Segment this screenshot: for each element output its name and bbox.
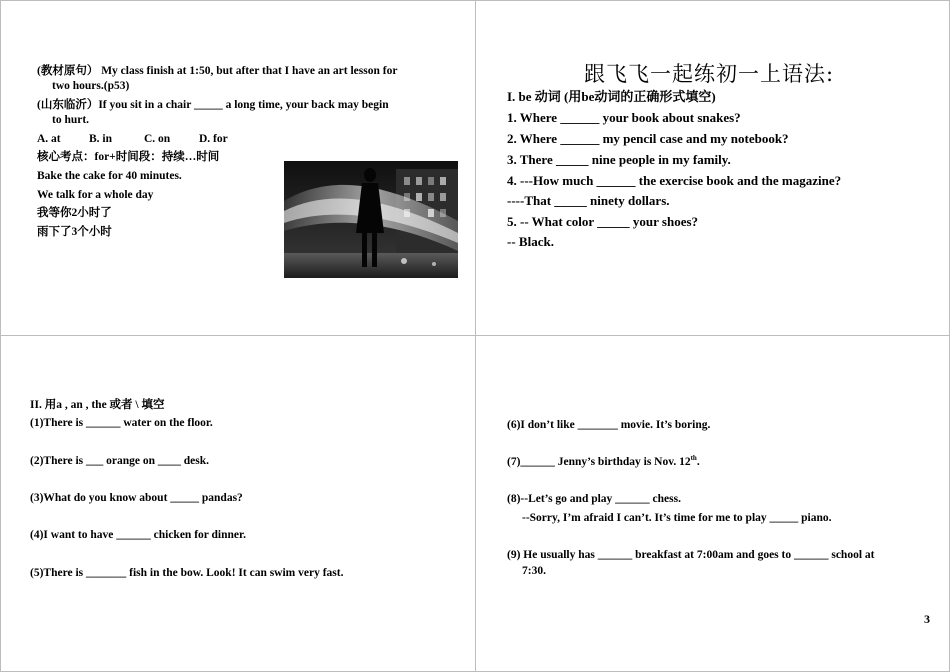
be-verb-item-5: 5. -- What color _____ your shoes? bbox=[507, 214, 699, 229]
article-item-2: (2)There is ___ orange on ____ desk. bbox=[30, 455, 209, 467]
q1-example-2: We talk for a whole day bbox=[37, 189, 154, 201]
q1-line-2: two hours.(p53) bbox=[52, 80, 130, 92]
article-item-5: (5)There is _______ fish in the bow. Look! It can swim very fast. bbox=[30, 567, 344, 579]
q1-option-a: A. at bbox=[37, 133, 61, 145]
article-item-6: (6)I don’t like _______ movie. It’s boring. bbox=[507, 419, 711, 431]
section-i-heading: I. be 动词 (用be动词的正确形式填空) bbox=[507, 89, 716, 104]
grammar-practice-title: 跟飞飞一起练初一上语法: bbox=[584, 62, 835, 86]
article-item-1: (1)There is ______ water on the floor. bbox=[30, 417, 213, 429]
section-ii-heading: II. 用a , an , the 或者 \ 填空 bbox=[30, 399, 165, 411]
q1-line-4: to hurt. bbox=[52, 114, 90, 126]
q1-option-d: D. for bbox=[199, 133, 228, 145]
be-verb-item-5-reply: -- Black. bbox=[507, 234, 554, 249]
be-verb-item-4-reply: ----That _____ ninety dollars. bbox=[507, 193, 670, 208]
horizontal-divider bbox=[0, 335, 950, 336]
be-verb-item-1: 1. Where ______ your book about snakes? bbox=[507, 110, 741, 125]
article-item-4: (4)I want to have ______ chicken for dinner. bbox=[30, 529, 246, 541]
article-item-9-cont: 7:30. bbox=[522, 565, 546, 577]
article-item-8: (8)--Let’s go and play ______ chess. bbox=[507, 493, 681, 505]
night-street-photo bbox=[284, 161, 458, 278]
q1-line-1: (教材原句） My class finish at 1:50, but after that I have an art lesson for bbox=[37, 65, 398, 77]
page-number: 3 bbox=[924, 612, 930, 626]
article-item-9: (9) He usually has ______ breakfast at 7:00am and goes to ______ school at bbox=[507, 549, 875, 561]
q1-line-3: (山东临沂）If you sit in a chair _____ a long time, your back may begin bbox=[37, 99, 389, 111]
q1-option-c: C. on bbox=[144, 133, 171, 145]
be-verb-item-3: 3. There _____ nine people in my family. bbox=[507, 152, 731, 167]
photo-illustration bbox=[284, 161, 458, 278]
article-item-3: (3)What do you know about _____ pandas? bbox=[30, 492, 243, 504]
article-item-7 bbox=[507, 455, 700, 469]
article-item-7-superscript: th bbox=[690, 454, 697, 463]
vertical-divider bbox=[475, 0, 476, 672]
article-item-8-reply: --Sorry, I’m afraid I can’t. It’s time for me to play _____ piano. bbox=[522, 512, 832, 524]
article-item-7-text: (7)______ Jenny’s birthday is Nov. 12 bbox=[507, 456, 691, 468]
article-item-7-end: . bbox=[696, 456, 700, 468]
q1-option-b: B. in bbox=[89, 133, 113, 145]
q1-example-1: Bake the cake for 40 minutes. bbox=[37, 170, 182, 182]
q1-example-3: 我等你2小时了 bbox=[37, 207, 112, 219]
q1-key-point: 核心考点：for+时间段：持续…时间 bbox=[37, 151, 220, 163]
be-verb-item-2: 2. Where ______ my pencil case and my notebook? bbox=[507, 131, 789, 146]
q1-example-4: 雨下了3个小时 bbox=[37, 226, 112, 238]
be-verb-item-4: 4. ---How much ______ the exercise book and the magazine? bbox=[507, 173, 842, 188]
